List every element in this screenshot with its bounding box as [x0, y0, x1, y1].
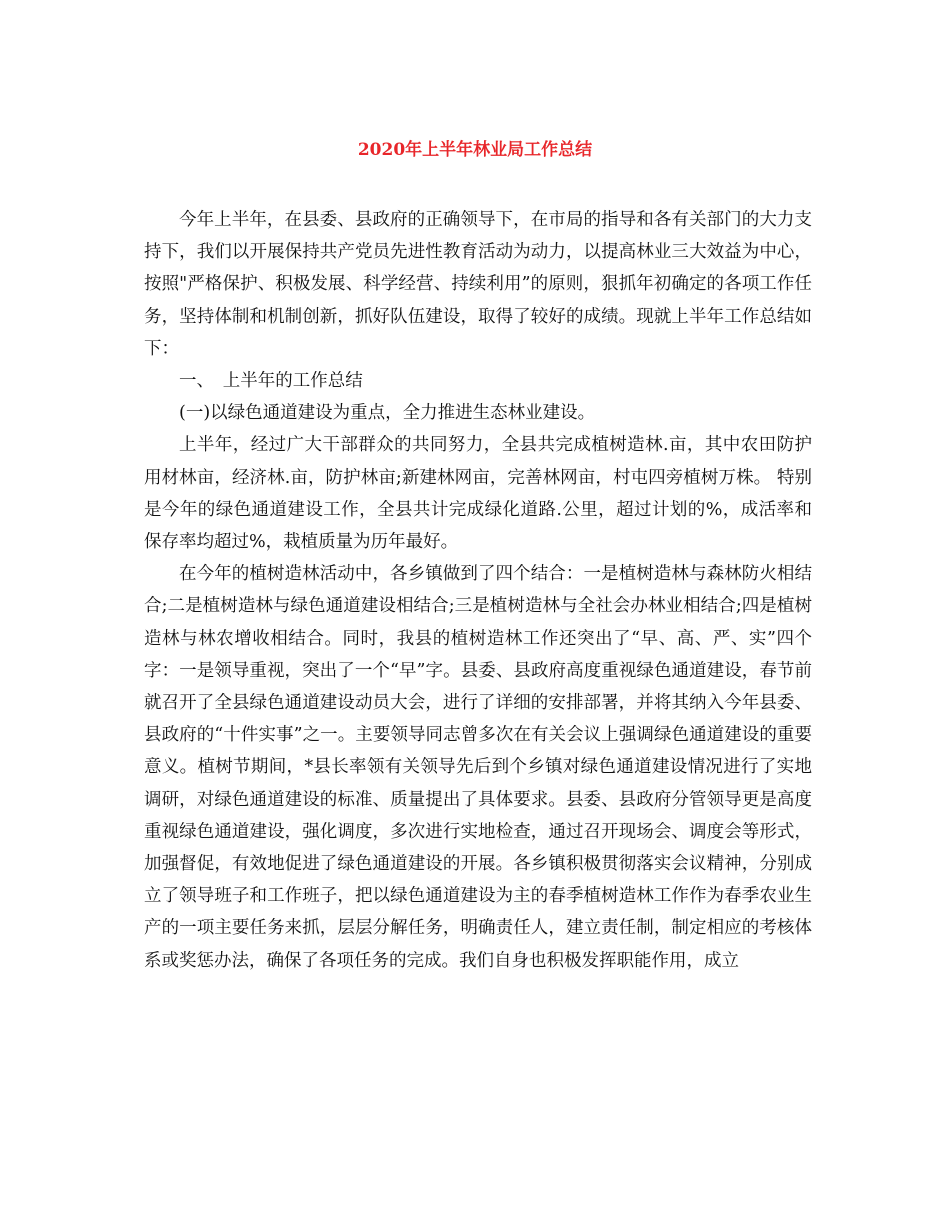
subsection-heading: (一)以绿色通道建设为重点，全力推进生态林业建设。 — [179, 403, 596, 424]
body-paragraph: 在今年的植树造林活动中，各乡镇做到了四个结合：一是植树造林与森林防火相结合;二是植树造林与绿色通道建设相结合;三是植树造林与全社会办林业相结合;四是植树造林与林农增收相结合。同时，我县的植树造林工作还突出了“早、高、严、实”四个字：一是领导重视，突出了一个“早”字。县委、县政府高度重视绿色通道建设，春节前就召开了全县绿色通道建设动员大会，进行了详细的安排部署，并将其纳入今年县委、县政府的“十件实事”之一。主要领导同志曾多次在有关会议上强调绿色通道建设的重要意义。植树节期间，*县长率领有关领导先后到个乡镇对绿色通道建设情况进行了实地调研，对绿色通道建设的标准、质量提出了具体要求。县委、县政府分管领导更是高度重视绿色通道建设，强化调度，多次进行实地检查，通过召开现场会、调度会等形式，加强督促，有效地促进了绿色通道建设的开展。各乡镇积极贯彻落实会议精神，分别成立了领导班子和工作班子，把以绿色通道建设为主的春季植树造林工作作为春季农业生产的一项主要任务来抓，层层分解任务，明确责任人，建立责任制，制定相应的考核体系或奖惩办法，确保了各项任务的完成。我们自身也积极发挥职能作用，成立 — [144, 564, 812, 971]
document-body — [144, 204, 812, 977]
section-heading: 一、 上半年的工作总结 — [179, 371, 363, 392]
body-paragraph: 上半年，经过广大干部群众的共同努力，全县共完成植树造林.亩，其中农田防护用材林亩，经济林.亩，防护林亩;新建林网亩，完善林网亩，村屯四旁植树万株。 特别是今年的绿色通道建设工作，全县共计完成绿化道路.公里，超过计划的%，成活率和保存率均超过%，栽植质量为历年最好。 — [144, 435, 812, 553]
intro-paragraph: 今年上半年，在县委、县政府的正确领导下，在市局的指导和各有关部门的大力支持下，我们以开展保持共产党员先进性教育活动为动力，以提高林业三大效益为中心，按照"严格保护、积极发展、科学经营、持续利用”的原则，狠抓年初确定的各项工作任务，坚持体制和机制创新，抓好队伍建设，取得了较好的成绩。现就上半年工作总结如下： — [144, 210, 812, 359]
document-title: 2020年上半年林业局工作总结 — [357, 140, 593, 160]
